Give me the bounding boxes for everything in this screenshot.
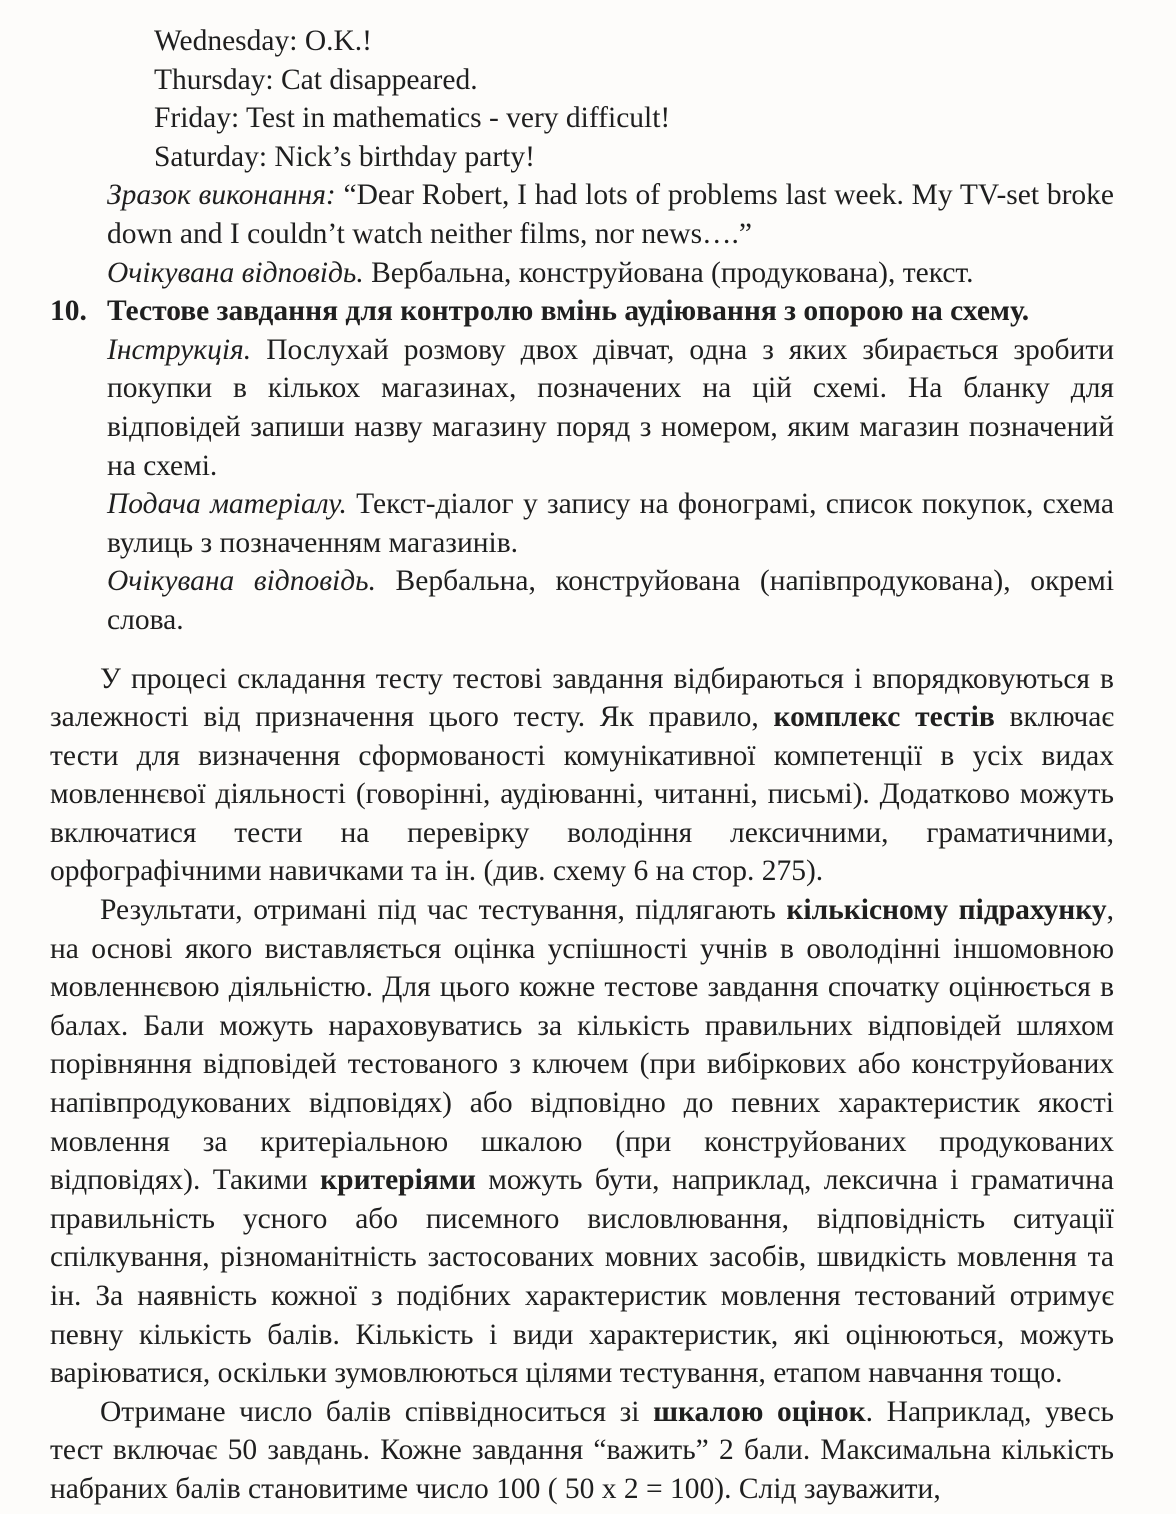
item10-material (107, 485, 1114, 562)
material-text: Текст-діалог у запису на фонограмі, список покупок, схема вулиць з позначенням магазинів. (107, 488, 1114, 559)
instruction-label: Інструкція. (107, 333, 252, 366)
p3-text-a: Отримане число балів співвідноситься зі (100, 1395, 654, 1428)
diary-list (50, 22, 1114, 176)
item10-heading (50, 292, 1114, 331)
section-spacer (50, 640, 1114, 660)
paragraph-test-complex (50, 660, 1114, 892)
p2-text-b: , на основі якого виставляється оцінка успішності учнів в оволодінні іншомовною мовленнєвою діяльністю. Для цього кожне тестове завдання спочатку оцінюється в балах. Бали можуть нараховуватись за кількість правильних відповідей шляхом порівняння відповідей тестованого з ключем (при вибіркових або конструйованих напівпродукованих відповідях) або відповідно до певних характеристик якості мовлення за критеріальною шкалою (при конструйованих продукованих відповідях). Такими (50, 894, 1114, 1197)
diary-friday: Friday: Test in mathematics - very difficult! (154, 102, 671, 135)
p2-term-2: критеріями (320, 1164, 476, 1197)
p2-text-c: можуть бути, наприклад, лексична і граматична правильність усного або писемного висловлювання, відповідність ситуації спілкування, різноманітність застосованих мовних засобів, швидкість мовлення та ін. За наявність кожної з подібних характеристик мовлення тестований отримує певну кількість балів. Кількість і види характеристик, які оцінюються, можуть варіюватися, оскільки зумовлюються цілями тестування, етапом навчання тощо. (50, 1164, 1115, 1390)
item9-sample (107, 176, 1114, 253)
item10-instruction (107, 331, 1114, 485)
diary-wednesday: Wednesday: O.K.! (154, 25, 372, 57)
p2-text-a: Результати, отримані під час тестування, підлягають (100, 894, 787, 927)
sample-text: “Dear Robert, I had lots of problems last week. My TV-set broke down and I couldn’t watch neither films, nor news….” (107, 179, 1114, 250)
paragraph-grade-scale (50, 1393, 1114, 1509)
answer-label-10: Очікувана відповідь. (107, 565, 376, 598)
answer-text: Вербальна, конструйована (продукована), текст. (371, 256, 974, 289)
item10-answer (107, 562, 1114, 639)
sample-label: Зразок виконання: (107, 179, 336, 212)
item10-details (50, 331, 1114, 640)
item9-details (50, 176, 1114, 292)
p2-term-1: кількісному підрахунку (786, 894, 1107, 927)
item10-title: Тестове завдання для контролю вмінь аудіювання з опорою на схему. (107, 295, 1030, 328)
p1-text-b: включає тести для визначення сформованості комунікативної компетенції в усіх видах мовленнєвої діяльності (говорінні, аудіюванні, читанні, письмі). Додатково можуть включатися тести на перевірку володіння лексичними, граматичними, орфографічними навичками та ін. (див. схему 6 на стор. 275). (50, 701, 1114, 888)
p3-term: шкалою оцінок (653, 1395, 866, 1428)
answer-label: Очікувана відповідь. (107, 256, 364, 289)
paragraph-scoring (50, 891, 1114, 1393)
instruction-text: Послухай розмову двох дівчат, одна з яких збирається зробити покупки в кількох магазинах, позначених на цій схемі. На бланку для відповідей запиши назву магазину поряд з номером, яким магазин позначений на схемі. (107, 333, 1115, 482)
item10-number: 10. (50, 295, 87, 328)
diary-saturday: Saturday: Nick’s birthday party! (154, 140, 535, 173)
diary-thursday: Thursday: Cat disappeared. (154, 63, 478, 96)
p3-text-b: . Наприклад, увесь тест включає 50 завдань. Кожне завдання “важить” 2 бали. Максимальна кількість набраних балів становитиме число 100 ( 50 х 2 = 100). Слід зауважити, (50, 1395, 1114, 1505)
p1-term: комплекс тестів (773, 701, 995, 734)
answer-text-10: Вербальна, конструйована (напівпродукована), окремі слова. (107, 565, 1115, 636)
material-label: Подача матеріалу. (107, 488, 347, 521)
item9-answer (107, 254, 1114, 293)
p1-text-a: У процесі складання тесту тестові завдання відбираються і впорядковуються в залежності від призначення цього тесту. Як правило, (50, 662, 1114, 734)
